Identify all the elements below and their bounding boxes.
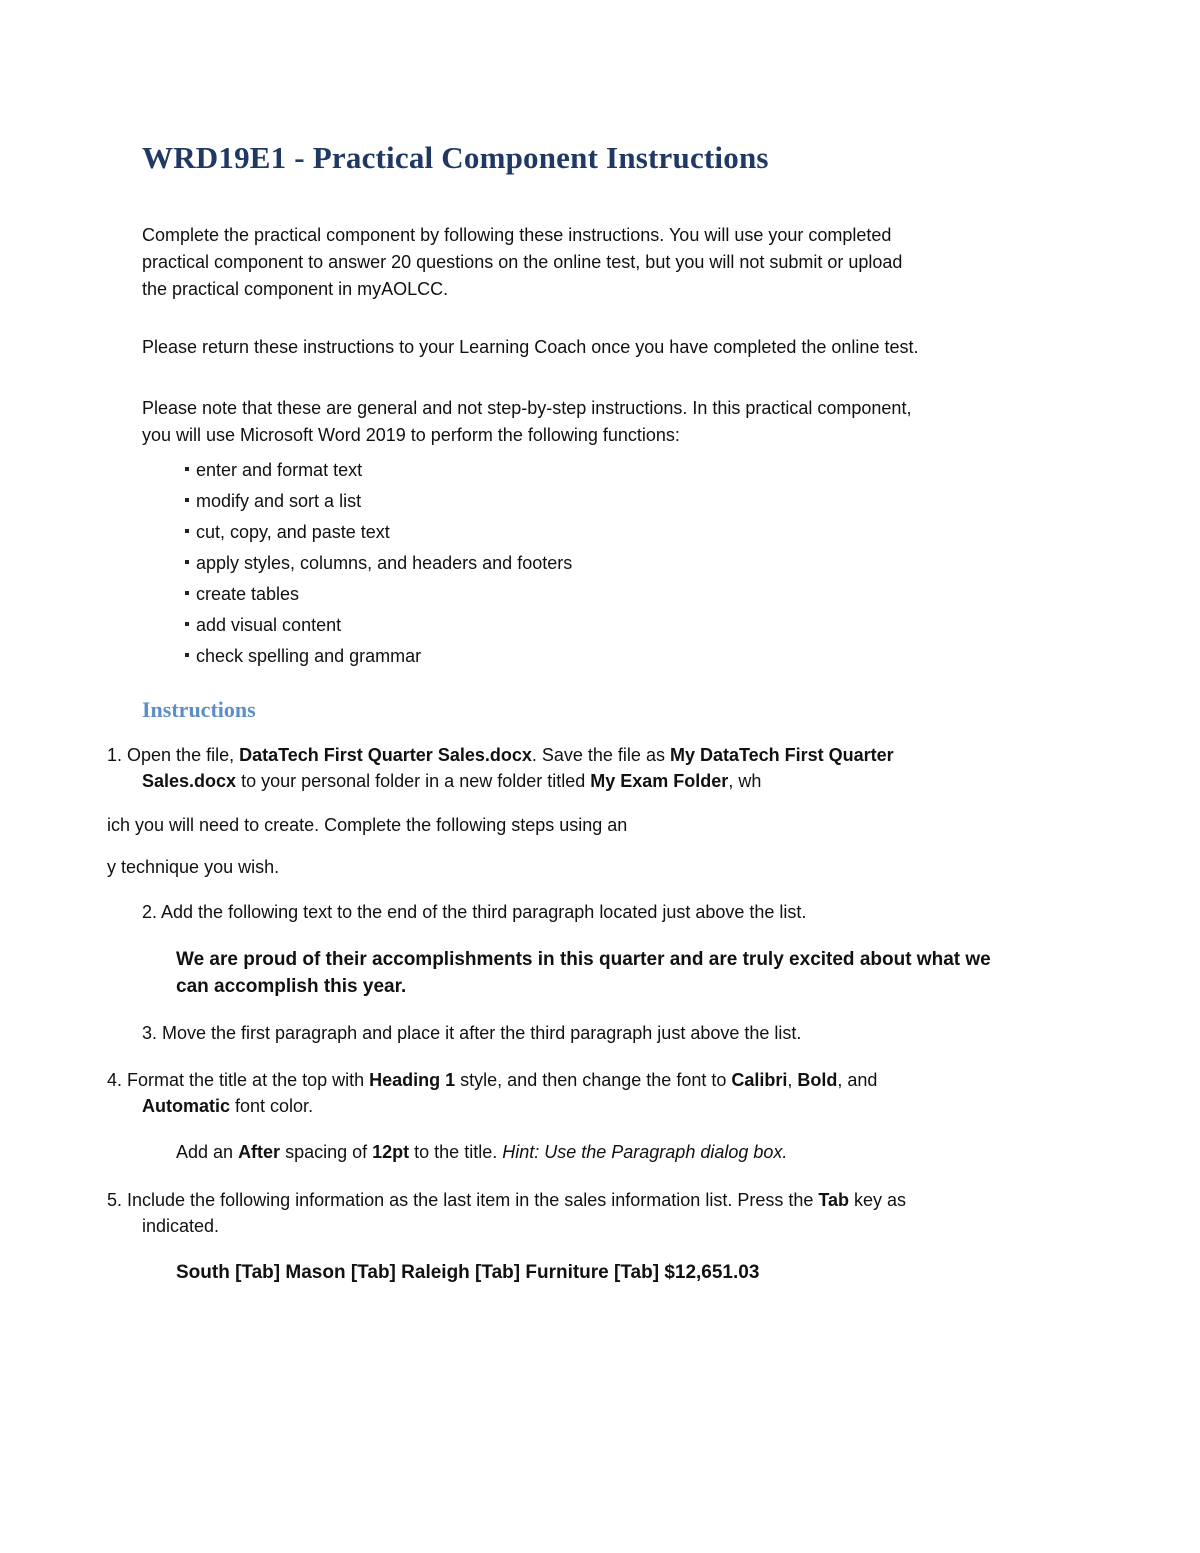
intro-line-2: practical component to answer 20 questions on the online test, but you will not submit or upload <box>142 252 903 272</box>
intro-line-3: the practical component in myAOLCC. <box>142 279 449 299</box>
step-5-entry: South [Tab] Mason [Tab] Raleigh [Tab] Furniture [Tab] $12,651.03 <box>176 1262 760 1283</box>
list-item: check spelling and grammar <box>185 643 572 674</box>
bullet-icon <box>185 653 189 657</box>
step-1-continuation-2: y technique you wish. <box>107 857 280 877</box>
bullet-icon <box>185 560 189 564</box>
functions-list <box>185 457 572 674</box>
instructions-heading: Instructions <box>142 697 256 722</box>
list-item: modify and sort a list <box>185 488 572 519</box>
general-note-line-2: you will use Microsoft Word 2019 to perform the following functions: <box>142 425 680 445</box>
list-item: add visual content <box>185 612 572 643</box>
page-title: WRD19E1 - Practical Component Instructions <box>142 140 769 175</box>
list-item: cut, copy, and paste text <box>185 519 572 550</box>
step-2-quote: We are proud of their accomplishments in this quarter and are truly excited about what we can accomplish this year. <box>176 949 991 997</box>
list-item: apply styles, columns, and headers and footers <box>185 550 572 581</box>
intro-line-1: Complete the practical component by following these instructions. You will use your completed <box>142 225 892 245</box>
general-note <box>142 395 911 449</box>
step-4-spacing-note: Add an After spacing of 12pt to the title. Hint: Use the Paragraph dialog box. <box>176 1142 788 1162</box>
bullet-icon <box>185 498 189 502</box>
step-1-continuation-1: ich you will need to create. Complete the following steps using an <box>107 815 628 835</box>
step-1: 1. Open the file, DataTech First Quarter Sales.docx. Save the file as My DataTech First Quarter Sales.docx to your personal folder in a new folder titled My Exam Folder, wh <box>107 745 894 791</box>
list-item: create tables <box>185 581 572 612</box>
step-5: 5. Include the following information as the last item in the sales information list. Press the Tab key as indicated. <box>107 1190 907 1236</box>
bullet-icon <box>185 467 189 471</box>
step-3: 3. Move the first paragraph and place it after the third paragraph just above the list. <box>142 1023 802 1043</box>
intro-paragraph <box>142 222 902 303</box>
return-note: Please return these instructions to your Learning Coach once you have completed the online test. <box>142 337 919 357</box>
bullet-icon <box>185 622 189 626</box>
bullet-icon <box>185 529 189 533</box>
step-2: 2. Add the following text to the end of the third paragraph located just above the list. <box>142 902 807 922</box>
general-note-line-1: Please note that these are general and not step-by-step instructions. In this practical component, <box>142 398 912 418</box>
list-item: enter and format text <box>185 457 572 488</box>
step-4: 4. Format the title at the top with Heading 1 style, and then change the font to Calibri, Bold, and Automatic font color. <box>107 1070 878 1116</box>
bullet-icon <box>185 591 189 595</box>
